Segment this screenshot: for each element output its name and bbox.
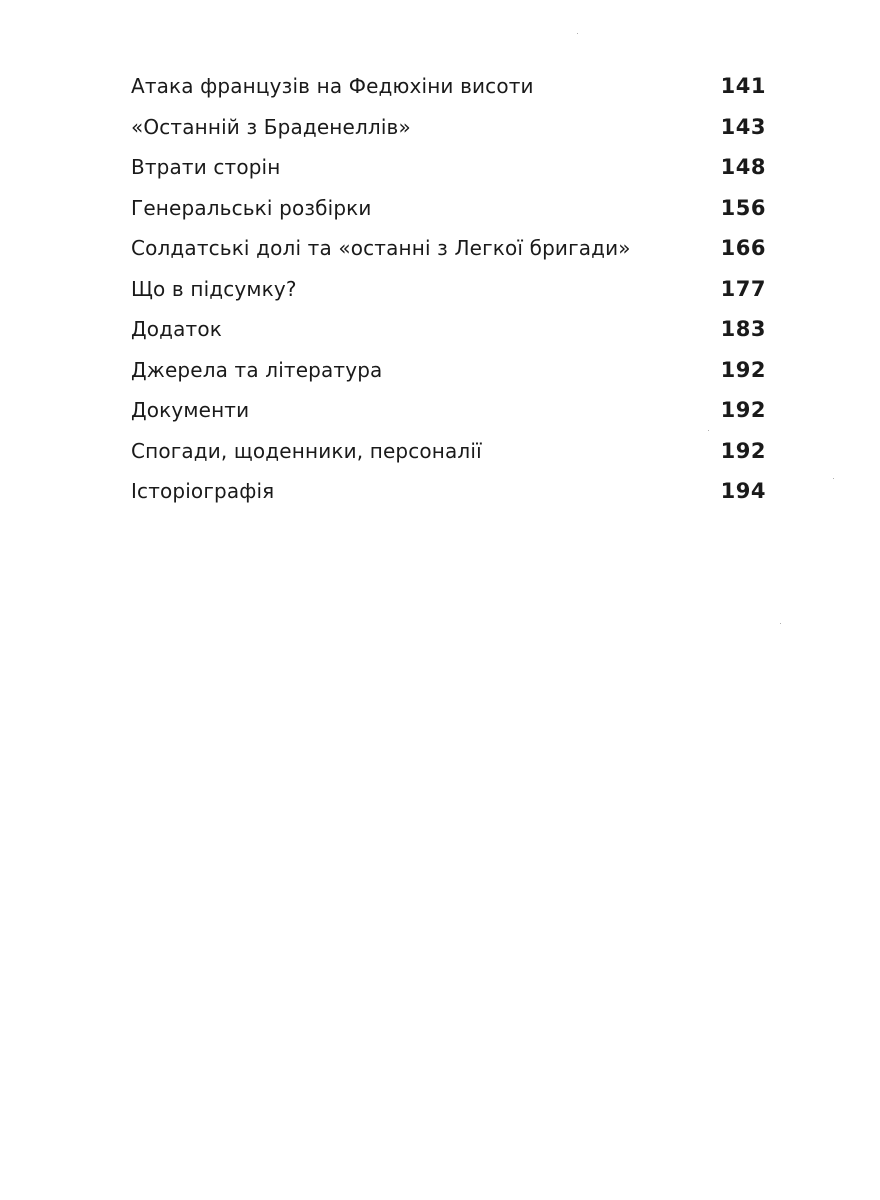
toc-entry-page: 143 [720,114,766,139]
scan-speck [577,33,578,34]
toc-entry-page: 192 [720,357,766,382]
scan-speck [708,430,709,431]
toc-entry-page: 156 [720,195,766,220]
toc-entry-title: Додаток [131,317,222,341]
toc-entry-title: Генеральські розбірки [131,195,372,220]
scan-speck [780,623,781,624]
toc-entry-page: 192 [720,438,766,463]
scan-speck [833,478,834,479]
toc-entry-title: Солдатські долі та «останні з Легкої бригади» [131,236,631,260]
toc-entry-title: Спогади, щоденники, персоналії [131,438,482,463]
toc-entry [131,390,766,431]
toc-entry [131,309,766,350]
toc-entry [131,66,766,107]
toc-entry-title: Втрати сторін [131,155,281,179]
toc-entry [131,107,766,148]
toc-entry-page: 177 [720,276,766,301]
toc-entry-page: 194 [720,479,766,503]
toc-entry-page: 148 [720,155,766,179]
toc-entry [131,350,766,391]
toc-entry-title: Документи [131,398,250,422]
toc-entry [131,431,766,472]
toc-entry-title: Історіографія [131,479,275,503]
toc-entry-page: 141 [720,74,766,98]
toc-entry [131,269,766,310]
toc-entry-title: Що в підсумку? [131,276,297,301]
toc-entry [131,228,766,269]
toc-entry-title: Джерела та література [131,357,383,382]
toc-entry [131,147,766,188]
toc-entry-title: «Останній з Браденеллів» [131,114,411,139]
toc-entry-page: 183 [720,317,766,341]
toc-entry [131,471,766,512]
table-of-contents [131,66,766,512]
toc-entry-page: 166 [720,236,766,260]
toc-entry-page: 192 [720,398,766,422]
toc-entry-title: Атака французів на Федюхіни висоти [131,74,534,98]
toc-entry [131,188,766,229]
